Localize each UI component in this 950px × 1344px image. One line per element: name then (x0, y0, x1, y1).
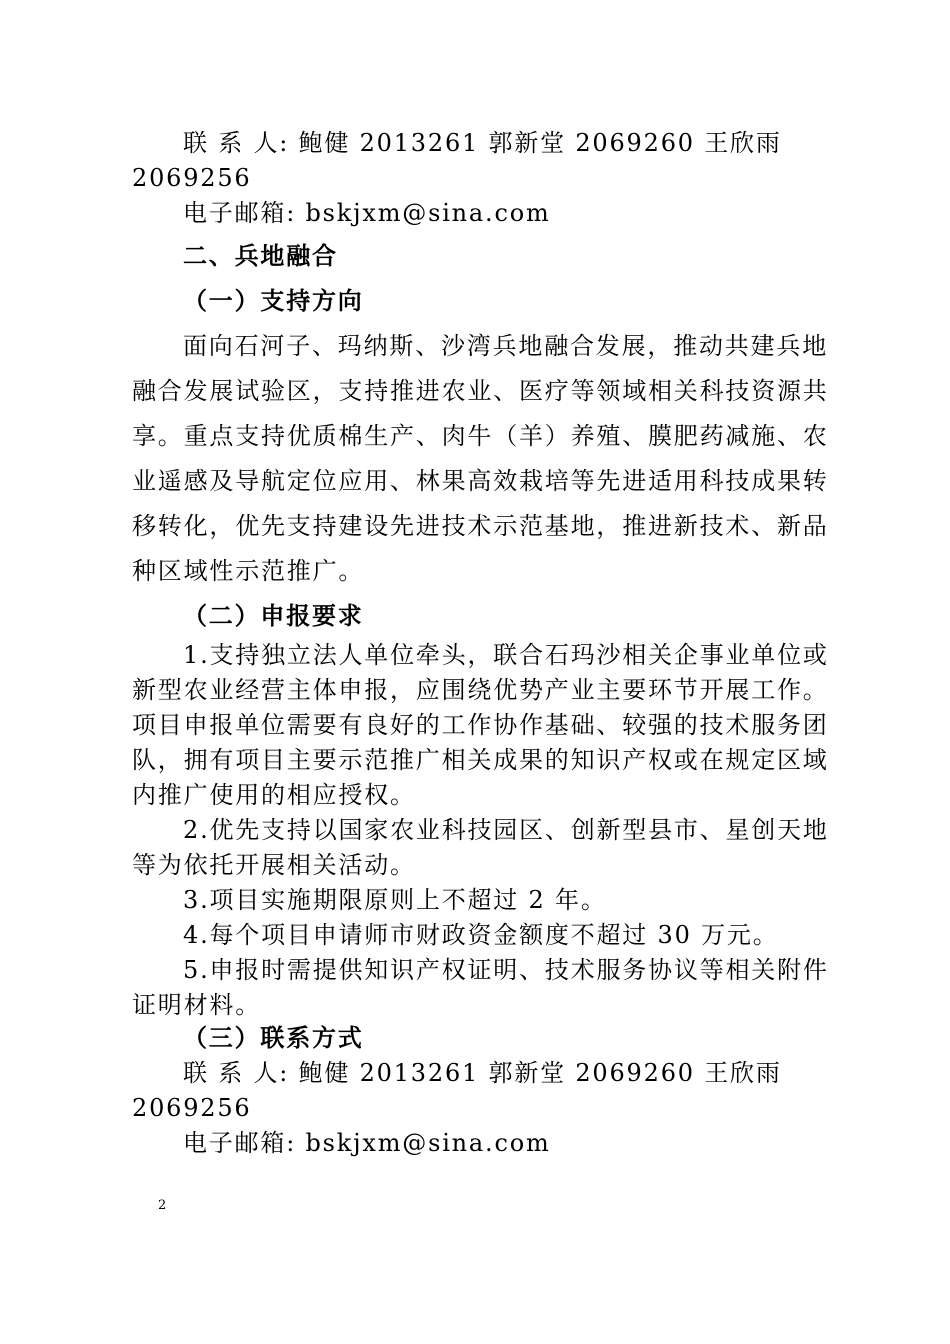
requirement-line: 新型农业经营主体申报，应围绕优势产业主要环节开展工作。 (132, 676, 829, 704)
requirement-line: 队，拥有项目主要示范推广相关成果的知识产权或在规定区域 (132, 746, 829, 774)
paragraph-line: 业遥感及导航定位应用、林果高效栽培等先进适用科技成果转 (132, 467, 829, 495)
paragraph-line: 面向石河子、玛纳斯、沙湾兵地融合发展，推动共建兵地 (183, 332, 828, 360)
subsection-heading: （二）申报要求 (183, 601, 364, 630)
paragraph-line: 融合发展试验区，支持推进农业、医疗等领域相关科技资源共 (132, 377, 829, 405)
contact-line: 联 系 人: 鲍健 2013261 郭新堂 2069260 王欣雨 (183, 1059, 782, 1087)
contact-email: 电子邮箱: bskjxm@sina.com (183, 199, 551, 227)
page-number: 2 (158, 1198, 167, 1213)
requirement-line: 4.每个项目申请师市财政资金额度不超过 30 万元。 (183, 921, 779, 949)
requirement-line: 1.支持独立法人单位牵头，联合石玛沙相关企事业单位或 (183, 641, 829, 669)
contact-phone-continued: 2069256 (132, 164, 252, 192)
subsection-heading: （三）联系方式 (183, 1023, 364, 1052)
contact-line: 联 系 人: 鲍健 2013261 郭新堂 2069260 王欣雨 (183, 129, 782, 157)
contact-phone-continued: 2069256 (132, 1094, 252, 1122)
requirement-line: 等为依托开展相关活动。 (132, 851, 416, 879)
requirement-line: 5.申报时需提供知识产权证明、技术服务协议等相关附件 (183, 956, 829, 984)
paragraph-line: 种区域性示范推广。 (132, 557, 365, 585)
requirement-line: 3.项目实施期限原则上不超过 2 年。 (183, 886, 607, 914)
requirement-line: 项目申报单位需要有良好的工作协作基础、较强的技术服务团 (132, 711, 829, 739)
paragraph-line: 移转化，优先支持建设先进技术示范基地，推进新技术、新品 (132, 512, 829, 540)
requirement-line: 内推广使用的相应授权。 (132, 781, 416, 809)
contact-email: 电子邮箱: bskjxm@sina.com (183, 1129, 551, 1157)
paragraph-line: 享。重点支持优质棉生产、肉牛（羊）养殖、膜肥药减施、农 (132, 422, 829, 450)
section-heading: 二、兵地融合 (183, 241, 338, 270)
subsection-heading: （一）支持方向 (183, 286, 364, 315)
requirement-line: 2.优先支持以国家农业科技园区、创新型县市、星创天地 (183, 816, 829, 844)
requirement-line: 证明材料。 (132, 991, 261, 1019)
